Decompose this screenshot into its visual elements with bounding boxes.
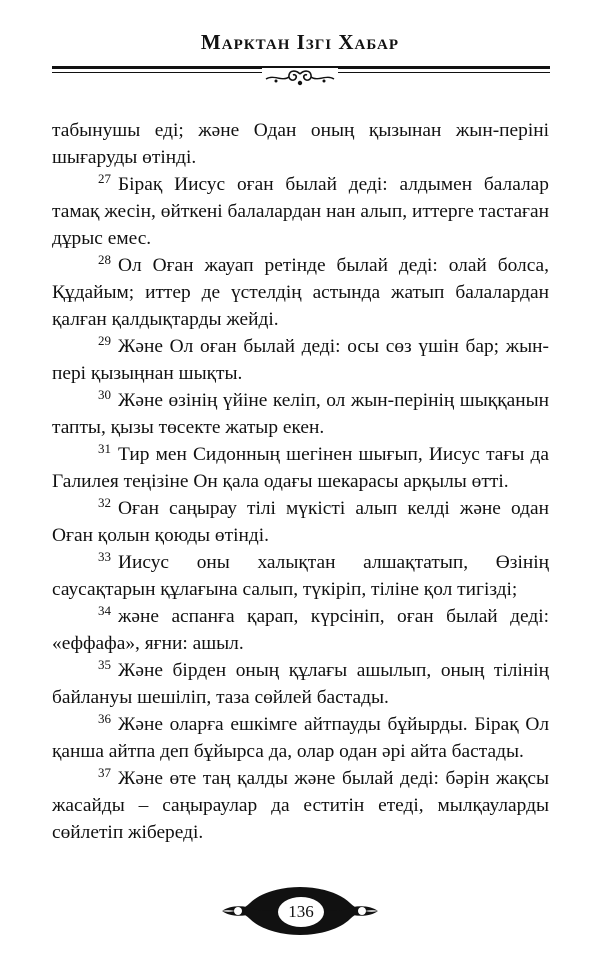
verse: 34 және аспанға қарап, күрсініп, оған былай деді: «еффафа», яғни: ашыл. (52, 602, 549, 654)
verse-text: Және өзінің үйіне келіп, ол жын-перінің шыққанын тапты, қызы төсекте жатыр екен. (52, 390, 549, 438)
page-number: 136 (277, 896, 325, 928)
verse: 33 Иисус оны халықтан алшақтатып, Өзінің саусақтарын құлағына салып, түкіріп, тіліне қол тигізді; (52, 548, 549, 600)
verse: 36 Және оларға ешкімге айтпауды бұйырды. Бірақ Ол қанша айтпа деп бұйырса да, олар одан әрі айта бастады. (52, 710, 549, 762)
scripture-text (52, 117, 549, 846)
verse: 31 Тир мен Сидонның шегінен шығып, Иисус тағы да Галилея теңізіне Он қала одағы шекарасы арқылы өтті. (52, 440, 549, 492)
verse: 37 Және өте таң қалды және былай деді: бәрін жақсы жасайды – саңыраулар да еститін етеді, мылқауларды сөйлетіп жібереді. (52, 764, 549, 843)
verse: 32 Оған саңырау тілі мүкісті алып келді және одан Оған қолын қоюды өтінді. (52, 494, 549, 546)
running-header: Марктан Ізгі Хабар (200, 30, 400, 54)
verse-text: Және өте таң қалды және былай деді: бәрін жақсы жасайды – саңыраулар да еститін етеді, мылқауларды сөйлетіп жібереді. (52, 768, 549, 843)
verse-text: Және оларға ешкімге айтпауды бұйырды. Бірақ Ол қанша айтпа деп бұйырса да, олар одан әрі айта бастады. (52, 714, 549, 762)
verse: 30 Және өзінің үйіне келіп, ол жын-перінің шыққанын тапты, қызы төсекте жатыр екен. (52, 386, 549, 438)
verse-text: Оған саңырау тілі мүкісті алып келді және одан Оған қолын қоюды өтінді. (52, 498, 549, 546)
verse-text: Және бірден оның құлағы ашылып, оның тілінің байлануы шешіліп, таза сөйлей бастады. (52, 660, 549, 708)
verse-text: және аспанға қарап, күрсініп, оған былай деді: «еффафа», яғни: ашыл. (52, 606, 549, 654)
verse: 28 Ол Оған жауап ретінде былай деді: олай болса, Құдайым; иттер де үстелдің астында жатып балалардан қалған қалдықтарды жейді. (52, 251, 549, 330)
verse-text: Бірақ Иисус оған былай деді: алдымен балалар тамақ жесін, өйткені балалардан нан алып, иттерге тастаған дұрыс емес. (52, 174, 549, 249)
verse-text: Және Ол оған былай деді: осы сөз үшін бар; жын-пері қызыңнан шықты. (52, 336, 549, 384)
verse: 27 Бірақ Иисус оған былай деді: алдымен балалар тамақ жесін, өйткені балалардан нан алып, иттерге тастаған дұрыс емес. (52, 170, 549, 249)
continuation-paragraph: табынушы еді; және Одан оның қызынан жын-періні шығаруды өтінді. (52, 120, 549, 168)
flourish-ornament-icon (262, 68, 338, 90)
verse-text: Иисус оны халықтан алшақтатып, Өзінің саусақтарын құлағына салып, түкіріп, тіліне қол тигізді; (52, 552, 549, 600)
verse: 35 Және бірден оның құлағы ашылып, оның тілінің байлануы шешіліп, таза сөйлей бастады. (52, 656, 549, 708)
verse: 29 Және Ол оған былай деді: осы сөз үшін бар; жын-пері қызыңнан шықты. (52, 332, 549, 384)
verse-text: Ол Оған жауап ретінде былай деді: олай болса, Құдайым; иттер де үстелдің астында жатып балалардан қалған қалдықтарды жейді. (52, 255, 549, 330)
verse-text: Тир мен Сидонның шегінен шығып, Иисус тағы да Галилея теңізіне Он қала одағы шекарасы арқылы өтті. (52, 444, 549, 492)
